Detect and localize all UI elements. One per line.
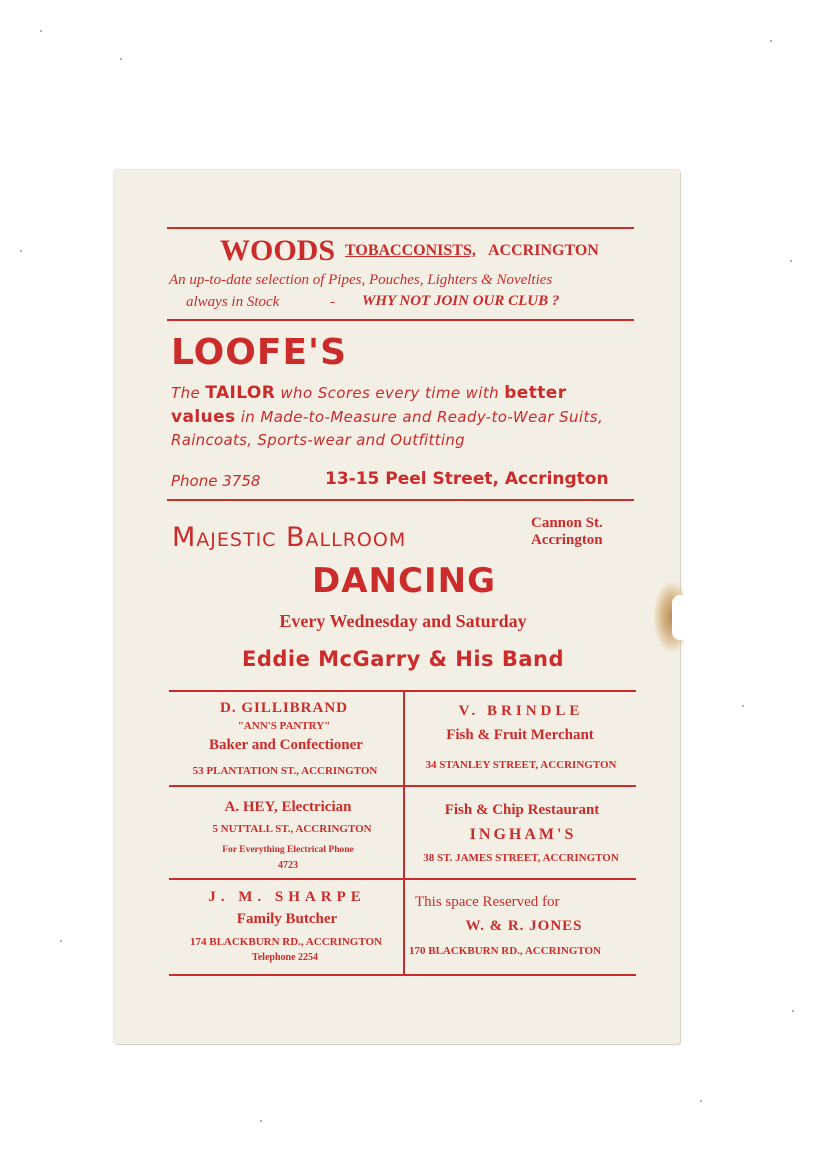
woods-name: WOODS: [220, 234, 336, 267]
loofes-values: values: [171, 407, 236, 427]
loofes-line2: [171, 407, 603, 427]
hey-address: 5 NUTTALL ST., ACCRINGTON: [212, 823, 372, 835]
hey-name: A. HEY, Electrician: [224, 799, 352, 815]
rule-loofes: [167, 499, 634, 501]
woods-stock: always in Stock: [186, 294, 280, 310]
inghams-trade: Fish & Chip Restaurant: [444, 802, 600, 818]
loofes-name: LOOFE'S: [171, 332, 347, 373]
majestic-street: Cannon St.: [531, 515, 603, 531]
loofes-suits: in Made-to-Measure and Ready-to-Wear Suits,: [235, 408, 604, 426]
woods-selection: An up-to-date selection of Pipes, Pouches, Lighters & Novelties: [169, 272, 553, 288]
brindle-name: V. BRINDLE: [458, 703, 584, 719]
loofes-line3: Raincoats, Sports-wear and Outfitting: [171, 431, 465, 449]
brindle-trade: Fish & Fruit Merchant: [446, 727, 594, 743]
woods-trade: TOBACCONISTS,: [345, 242, 476, 259]
loofes-the: The: [171, 384, 206, 402]
inghams-name: INGHAM'S: [469, 826, 577, 843]
sharpe-address: 174 BLACKBURN RD., ACCRINGTON: [189, 936, 383, 948]
dancing-days: Every Wednesday and Saturday: [279, 611, 527, 631]
loofes-address: 13-15 Peel Street, Accrington: [325, 469, 609, 489]
page-notch: [672, 595, 686, 640]
hey-phone: 4723: [278, 860, 298, 871]
majestic-name: Majestic Ballroom: [172, 522, 407, 553]
loofes-phone: Phone 3758: [171, 472, 261, 490]
gillibrand-pantry: "ANN'S PANTRY": [237, 720, 331, 732]
hey-note: For Everything Electrical Phone: [222, 845, 354, 855]
jones-reserved: This space Reserved for: [415, 894, 560, 910]
majestic-town: Accrington: [531, 532, 603, 548]
loofes-tailor: TAILOR: [205, 383, 276, 403]
woods-town: ACCRINGTON: [488, 242, 599, 259]
gillibrand-trade: Baker and Confectioner: [209, 737, 363, 753]
sharpe-phone: Telephone 2254: [251, 952, 319, 963]
gillibrand-address: 53 PLANTATION ST., ACCRINGTON: [192, 765, 378, 777]
sharpe-trade: Family Butcher: [236, 911, 338, 927]
sharpe-name: J. M. SHARPE: [208, 889, 366, 905]
inghams-address: 38 ST. JAMES STREET, ACCRINGTON: [423, 852, 619, 864]
loofes-line1: [171, 383, 567, 403]
rule-woods: [167, 319, 634, 321]
dancing-band: Eddie McGarry & His Band: [242, 647, 564, 671]
loofes-better: better: [504, 383, 567, 403]
loofes-scores: who Scores every time with: [275, 384, 505, 402]
woods-dash: -: [330, 294, 335, 310]
dancing-heading: DANCING: [312, 561, 496, 601]
jones-address: 170 BLACKBURN RD., ACCRINGTON: [409, 945, 602, 957]
gillibrand-name: D. GILLIBRAND: [219, 700, 349, 716]
brindle-address: 34 STANLEY STREET, ACCRINGTON: [425, 759, 617, 771]
rule-top: [167, 227, 634, 229]
rule-grid-divider: [403, 690, 405, 976]
woods-club: WHY NOT JOIN OUR CLUB ?: [362, 293, 560, 309]
jones-name: W. & R. JONES: [465, 918, 583, 934]
